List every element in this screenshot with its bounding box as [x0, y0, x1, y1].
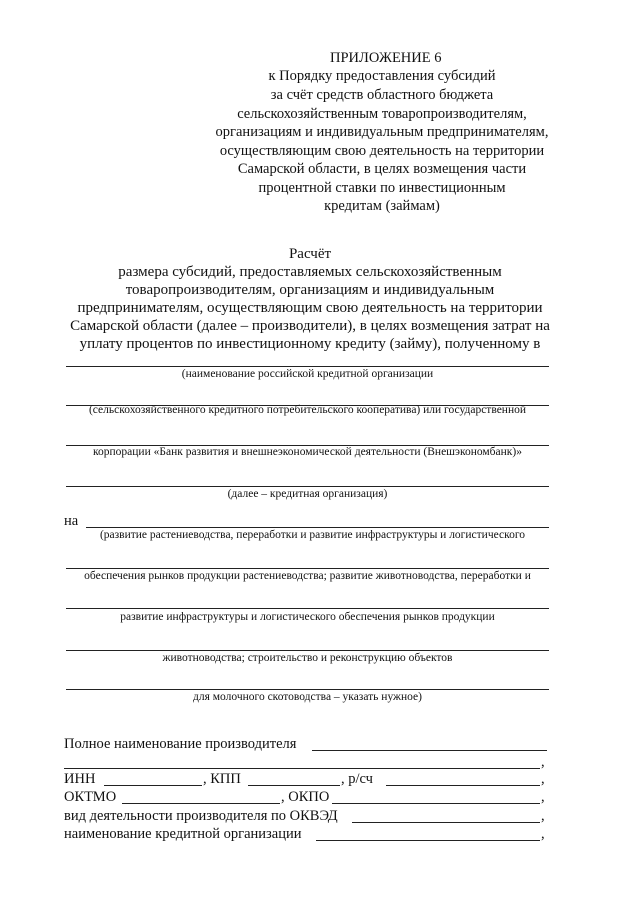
- purpose-caption-3: развитие инфраструктуры и логистического обеспечения рынков продукции: [120, 611, 495, 623]
- bank-caption-1: (наименование российской кредитной организации: [181, 368, 434, 380]
- kpp-label: , КПП: [203, 771, 241, 787]
- calc-line-3: предпринимателям, осуществляющим свою деятельность на территории: [77, 300, 543, 316]
- calc-line-5: уплату процентов по инвестиционному кредиту (займу), полученному в: [79, 336, 541, 352]
- account-label: , р/сч: [341, 771, 373, 787]
- okpo-comma: ,: [541, 789, 545, 805]
- appendix-subtitle-line-7: процентной ставки по инвестиционным: [258, 180, 506, 196]
- bank-caption-3: корпорации «Банк развития и внешнеэкономической деятельности (Внешэкономбанк)»: [93, 446, 522, 458]
- purpose-line-3[interactable]: [66, 608, 549, 609]
- oktmo-label: ОКТМО: [64, 789, 117, 805]
- account-field[interactable]: [386, 785, 540, 786]
- purpose-caption-4: животноводства; строительство и реконструкцию объектов: [162, 652, 453, 664]
- calc-title: Расчёт: [288, 246, 332, 262]
- oktmo-field[interactable]: [122, 803, 280, 804]
- account-comma: ,: [541, 771, 545, 787]
- okved-label: вид деятельности производителя по ОКВЭД: [64, 808, 338, 824]
- purpose-line-2[interactable]: [66, 568, 549, 569]
- appendix-subtitle-line-1: к Порядку предоставления субсидий: [268, 68, 496, 84]
- full-name-label: Полное наименование производителя: [64, 736, 297, 752]
- bank-name-field[interactable]: [316, 840, 540, 841]
- appendix-subtitle-line-6: Самарской области, в целях возмещения части: [237, 161, 527, 177]
- bank-caption-2: (сельскохозяйственного кредитного потребительского кооператива) или государственной: [88, 404, 527, 416]
- okved-field[interactable]: [352, 822, 540, 823]
- appendix-subtitle-line-8: кредитам (займам): [324, 198, 440, 214]
- purpose-caption-1: (развитие растениеводства, переработки и развитие инфраструктуры и логистического: [99, 529, 526, 541]
- appendix-subtitle-line-3: сельскохозяйственным товаропроизводителям,: [237, 106, 527, 122]
- purpose-prefix: на: [64, 513, 79, 529]
- purpose-line-1[interactable]: [86, 527, 549, 528]
- kpp-field[interactable]: [248, 785, 340, 786]
- purpose-line-4[interactable]: [66, 650, 549, 651]
- full-name-comma: ,: [541, 754, 545, 770]
- bank-name-line-1[interactable]: [66, 366, 549, 367]
- inn-label: ИНН: [64, 771, 96, 787]
- inn-field[interactable]: [104, 785, 202, 786]
- okpo-label: , ОКПО: [281, 789, 330, 805]
- full-name-field-continued[interactable]: [64, 768, 540, 769]
- purpose-caption-5: для молочного скотоводства – указать нужное): [193, 691, 422, 703]
- bank-name-label: наименование кредитной организации: [64, 826, 302, 842]
- full-name-field[interactable]: [312, 750, 547, 751]
- purpose-line-5[interactable]: [66, 689, 549, 690]
- okpo-field[interactable]: [332, 803, 540, 804]
- calc-line-1: размера субсидий, предоставляемых сельскохозяйственным: [118, 264, 502, 280]
- appendix-title: ПРИЛОЖЕНИЕ 6: [330, 50, 442, 66]
- okved-comma: ,: [541, 808, 545, 824]
- bank-name-comma: ,: [541, 826, 545, 842]
- calc-line-2: товаропроизводителям, организациям и индивидуальным: [125, 282, 495, 298]
- appendix-subtitle-line-5: осуществляющим свою деятельность на территории: [219, 143, 545, 159]
- appendix-subtitle-line-2: за счёт средств областного бюджета: [270, 87, 494, 103]
- appendix-subtitle-line-4: организациям и индивидуальным предпринимателям,: [215, 124, 549, 140]
- purpose-caption-2: обеспечения рынков продукции растениеводства; развитие животноводства, переработки и: [84, 570, 531, 582]
- bank-caption-4: (далее – кредитная организация): [227, 488, 388, 500]
- bank-name-line-4[interactable]: [66, 486, 549, 487]
- calc-line-4: Самарской области (далее – производители), в целях возмещения затрат на: [70, 318, 550, 334]
